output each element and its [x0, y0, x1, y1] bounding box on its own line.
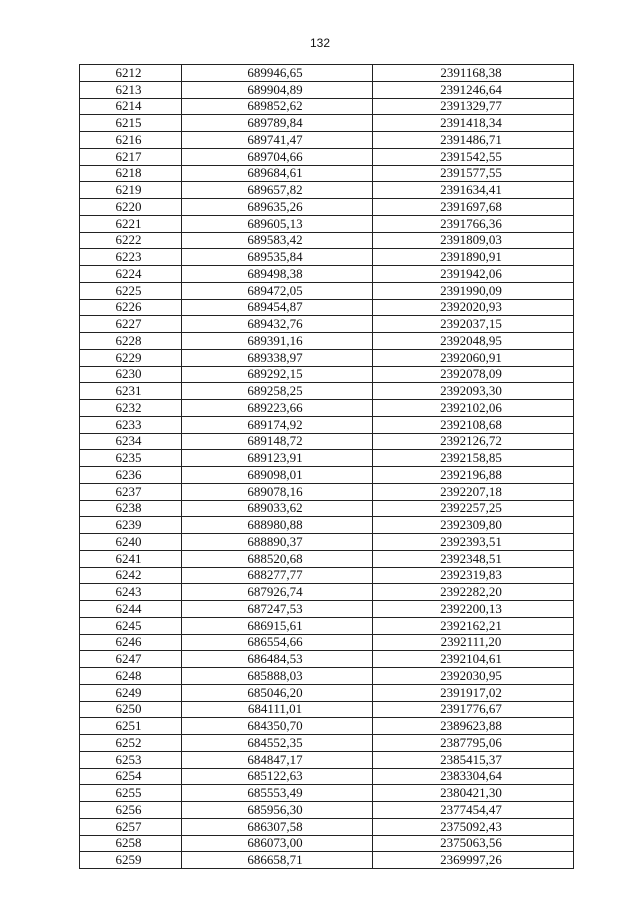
x-coordinate-cell: 689123,91 [182, 450, 373, 467]
y-coordinate-cell: 2392162,21 [373, 617, 574, 634]
x-coordinate-cell: 684847,17 [182, 751, 373, 768]
table-row [80, 785, 574, 802]
point-number-cell: 6228 [80, 333, 182, 350]
point-number-cell: 6230 [80, 366, 182, 383]
point-number-cell: 6213 [80, 81, 182, 98]
x-coordinate-cell: 685888,03 [182, 668, 373, 685]
table-row [80, 316, 574, 333]
point-number-cell: 6243 [80, 584, 182, 601]
y-coordinate-cell: 2391766,36 [373, 215, 574, 232]
x-coordinate-cell: 689904,89 [182, 81, 373, 98]
point-number-cell: 6242 [80, 567, 182, 584]
table-row [80, 668, 574, 685]
y-coordinate-cell: 2391917,02 [373, 684, 574, 701]
x-coordinate-cell: 689148,72 [182, 433, 373, 450]
table-row [80, 684, 574, 701]
table-row [80, 517, 574, 534]
y-coordinate-cell: 2391246,64 [373, 81, 574, 98]
x-coordinate-cell: 689583,42 [182, 232, 373, 249]
table-row [80, 500, 574, 517]
y-coordinate-cell: 2392282,20 [373, 584, 574, 601]
x-coordinate-cell: 689635,26 [182, 199, 373, 216]
x-coordinate-cell: 688277,77 [182, 567, 373, 584]
table-row [80, 534, 574, 551]
table-row [80, 232, 574, 249]
point-number-cell: 6249 [80, 684, 182, 701]
x-coordinate-cell: 689292,15 [182, 366, 373, 383]
y-coordinate-cell: 2392319,83 [373, 567, 574, 584]
table-row [80, 215, 574, 232]
x-coordinate-cell: 689391,16 [182, 333, 373, 350]
table-row [80, 751, 574, 768]
point-number-cell: 6215 [80, 115, 182, 132]
point-number-cell: 6226 [80, 299, 182, 316]
x-coordinate-cell: 689338,97 [182, 349, 373, 366]
point-number-cell: 6244 [80, 601, 182, 618]
x-coordinate-cell: 689098,01 [182, 467, 373, 484]
y-coordinate-cell: 2369997,26 [373, 852, 574, 869]
y-coordinate-cell: 2375092,43 [373, 818, 574, 835]
point-number-cell: 6237 [80, 483, 182, 500]
y-coordinate-cell: 2392393,51 [373, 534, 574, 551]
x-coordinate-cell: 689946,65 [182, 65, 373, 82]
point-number-cell: 6233 [80, 416, 182, 433]
x-coordinate-cell: 689223,66 [182, 400, 373, 417]
point-number-cell: 6219 [80, 182, 182, 199]
y-coordinate-cell: 2392093,30 [373, 383, 574, 400]
y-coordinate-cell: 2391634,41 [373, 182, 574, 199]
x-coordinate-cell: 686073,00 [182, 835, 373, 852]
x-coordinate-cell: 689258,25 [182, 383, 373, 400]
table-row [80, 383, 574, 400]
table-row [80, 416, 574, 433]
point-number-cell: 6212 [80, 65, 182, 82]
table-row [80, 98, 574, 115]
table-row [80, 550, 574, 567]
x-coordinate-cell: 689704,66 [182, 148, 373, 165]
y-coordinate-cell: 2392037,15 [373, 316, 574, 333]
y-coordinate-cell: 2392207,18 [373, 483, 574, 500]
table-row [80, 768, 574, 785]
y-coordinate-cell: 2391577,55 [373, 165, 574, 182]
x-coordinate-cell: 689852,62 [182, 98, 373, 115]
table-row [80, 249, 574, 266]
table-row [80, 182, 574, 199]
y-coordinate-cell: 2392158,85 [373, 450, 574, 467]
table-row [80, 802, 574, 819]
y-coordinate-cell: 2391776,67 [373, 701, 574, 718]
table-row [80, 450, 574, 467]
x-coordinate-cell: 685122,63 [182, 768, 373, 785]
coordinates-table-body [80, 65, 574, 869]
x-coordinate-cell: 686307,58 [182, 818, 373, 835]
y-coordinate-cell: 2387795,06 [373, 735, 574, 752]
point-number-cell: 6223 [80, 249, 182, 266]
x-coordinate-cell: 685553,49 [182, 785, 373, 802]
x-coordinate-cell: 685956,30 [182, 802, 373, 819]
x-coordinate-cell: 689657,82 [182, 182, 373, 199]
y-coordinate-cell: 2392200,13 [373, 601, 574, 618]
y-coordinate-cell: 2392309,80 [373, 517, 574, 534]
y-coordinate-cell: 2391329,77 [373, 98, 574, 115]
table-row [80, 148, 574, 165]
point-number-cell: 6241 [80, 550, 182, 567]
y-coordinate-cell: 2383304,64 [373, 768, 574, 785]
x-coordinate-cell: 687247,53 [182, 601, 373, 618]
table-row [80, 835, 574, 852]
point-number-cell: 6257 [80, 818, 182, 835]
table-row [80, 651, 574, 668]
point-number-cell: 6240 [80, 534, 182, 551]
table-row [80, 818, 574, 835]
table-row [80, 115, 574, 132]
y-coordinate-cell: 2391942,06 [373, 266, 574, 283]
point-number-cell: 6227 [80, 316, 182, 333]
x-coordinate-cell: 684350,70 [182, 718, 373, 735]
page-number: 132 [309, 36, 331, 50]
y-coordinate-cell: 2391542,55 [373, 148, 574, 165]
x-coordinate-cell: 689535,84 [182, 249, 373, 266]
coordinates-table [79, 64, 574, 869]
x-coordinate-cell: 689605,13 [182, 215, 373, 232]
point-number-cell: 6218 [80, 165, 182, 182]
y-coordinate-cell: 2389623,88 [373, 718, 574, 735]
y-coordinate-cell: 2391809,03 [373, 232, 574, 249]
y-coordinate-cell: 2392111,20 [373, 634, 574, 651]
y-coordinate-cell: 2392108,68 [373, 416, 574, 433]
table-row [80, 567, 574, 584]
point-number-cell: 6235 [80, 450, 182, 467]
y-coordinate-cell: 2392348,51 [373, 550, 574, 567]
table-row [80, 718, 574, 735]
x-coordinate-cell: 689472,05 [182, 282, 373, 299]
table-row [80, 617, 574, 634]
point-number-cell: 6229 [80, 349, 182, 366]
y-coordinate-cell: 2375063,56 [373, 835, 574, 852]
x-coordinate-cell: 689789,84 [182, 115, 373, 132]
table-row [80, 467, 574, 484]
table-row [80, 601, 574, 618]
y-coordinate-cell: 2392126,72 [373, 433, 574, 450]
point-number-cell: 6255 [80, 785, 182, 802]
point-number-cell: 6238 [80, 500, 182, 517]
y-coordinate-cell: 2391990,09 [373, 282, 574, 299]
point-number-cell: 6252 [80, 735, 182, 752]
y-coordinate-cell: 2391486,71 [373, 132, 574, 149]
table-row [80, 333, 574, 350]
table-row [80, 735, 574, 752]
x-coordinate-cell: 686658,71 [182, 852, 373, 869]
x-coordinate-cell: 686554,66 [182, 634, 373, 651]
y-coordinate-cell: 2392257,25 [373, 500, 574, 517]
point-number-cell: 6234 [80, 433, 182, 450]
point-number-cell: 6258 [80, 835, 182, 852]
table-row [80, 483, 574, 500]
table-row [80, 132, 574, 149]
x-coordinate-cell: 684552,35 [182, 735, 373, 752]
y-coordinate-cell: 2392102,06 [373, 400, 574, 417]
point-number-cell: 6220 [80, 199, 182, 216]
x-coordinate-cell: 686484,53 [182, 651, 373, 668]
y-coordinate-cell: 2391418,34 [373, 115, 574, 132]
table-row [80, 65, 574, 82]
x-coordinate-cell: 689741,47 [182, 132, 373, 149]
point-number-cell: 6214 [80, 98, 182, 115]
x-coordinate-cell: 688520,68 [182, 550, 373, 567]
y-coordinate-cell: 2377454,47 [373, 802, 574, 819]
y-coordinate-cell: 2391168,38 [373, 65, 574, 82]
point-number-cell: 6245 [80, 617, 182, 634]
point-number-cell: 6232 [80, 400, 182, 417]
point-number-cell: 6221 [80, 215, 182, 232]
x-coordinate-cell: 689684,61 [182, 165, 373, 182]
y-coordinate-cell: 2392078,09 [373, 366, 574, 383]
x-coordinate-cell: 686915,61 [182, 617, 373, 634]
point-number-cell: 6247 [80, 651, 182, 668]
table-row [80, 634, 574, 651]
x-coordinate-cell: 685046,20 [182, 684, 373, 701]
point-number-cell: 6246 [80, 634, 182, 651]
point-number-cell: 6231 [80, 383, 182, 400]
point-number-cell: 6216 [80, 132, 182, 149]
x-coordinate-cell: 687926,74 [182, 584, 373, 601]
point-number-cell: 6250 [80, 701, 182, 718]
y-coordinate-cell: 2385415,37 [373, 751, 574, 768]
x-coordinate-cell: 689498,38 [182, 266, 373, 283]
table-row [80, 701, 574, 718]
point-number-cell: 6222 [80, 232, 182, 249]
point-number-cell: 6253 [80, 751, 182, 768]
x-coordinate-cell: 689432,76 [182, 316, 373, 333]
table-row [80, 349, 574, 366]
y-coordinate-cell: 2380421,30 [373, 785, 574, 802]
table-row [80, 199, 574, 216]
x-coordinate-cell: 684111,01 [182, 701, 373, 718]
x-coordinate-cell: 689174,92 [182, 416, 373, 433]
point-number-cell: 6254 [80, 768, 182, 785]
point-number-cell: 6225 [80, 282, 182, 299]
point-number-cell: 6217 [80, 148, 182, 165]
y-coordinate-cell: 2391890,91 [373, 249, 574, 266]
point-number-cell: 6259 [80, 852, 182, 869]
x-coordinate-cell: 688890,37 [182, 534, 373, 551]
y-coordinate-cell: 2392104,61 [373, 651, 574, 668]
x-coordinate-cell: 689033,62 [182, 500, 373, 517]
x-coordinate-cell: 689078,16 [182, 483, 373, 500]
point-number-cell: 6239 [80, 517, 182, 534]
y-coordinate-cell: 2392048,95 [373, 333, 574, 350]
point-number-cell: 6248 [80, 668, 182, 685]
point-number-cell: 6224 [80, 266, 182, 283]
table-row [80, 400, 574, 417]
table-row [80, 852, 574, 869]
y-coordinate-cell: 2391697,68 [373, 199, 574, 216]
table-row [80, 584, 574, 601]
y-coordinate-cell: 2392030,95 [373, 668, 574, 685]
x-coordinate-cell: 688980,88 [182, 517, 373, 534]
y-coordinate-cell: 2392020,93 [373, 299, 574, 316]
table-row [80, 282, 574, 299]
y-coordinate-cell: 2392196,88 [373, 467, 574, 484]
point-number-cell: 6256 [80, 802, 182, 819]
y-coordinate-cell: 2392060,91 [373, 349, 574, 366]
table-row [80, 366, 574, 383]
point-number-cell: 6236 [80, 467, 182, 484]
table-row [80, 433, 574, 450]
point-number-cell: 6251 [80, 718, 182, 735]
table-row [80, 266, 574, 283]
table-row [80, 81, 574, 98]
x-coordinate-cell: 689454,87 [182, 299, 373, 316]
table-row [80, 299, 574, 316]
table-row [80, 165, 574, 182]
